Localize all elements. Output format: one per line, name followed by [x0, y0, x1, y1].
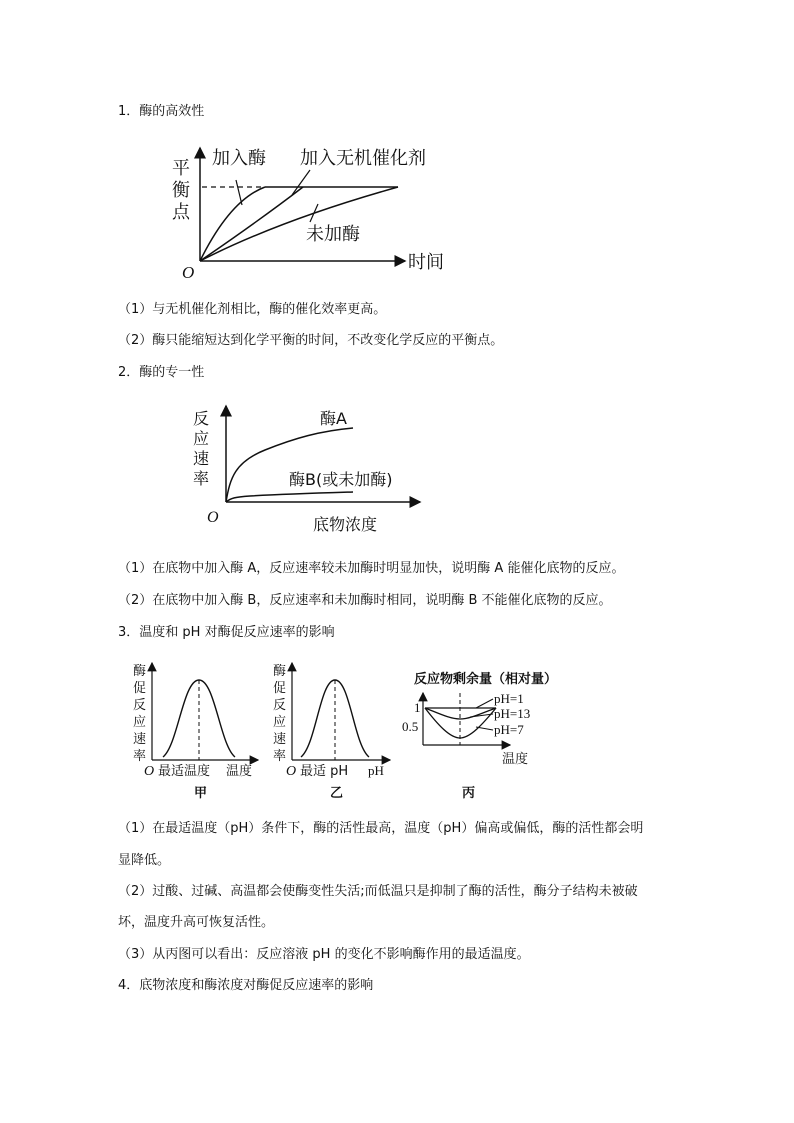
section-3-p1-line2: 显降低。: [118, 853, 171, 868]
curve-a-label: 酶A: [320, 409, 347, 428]
caption-jia: 甲: [194, 786, 208, 801]
section-3-heading: 3．温度和 pH 对酶促反应速率的影响: [118, 625, 335, 640]
section-1-p2: （2）酶只能缩短达到化学平衡的时间，不改变化学反应的平衡点。: [118, 333, 504, 348]
section-3-p3: （3）从丙图可以看出：反应溶液 pH 的变化不影响酶作用的最适温度。: [118, 947, 530, 962]
y-label-3: 反: [273, 698, 287, 713]
section-2-p1: （1）在底物中加入酶 A，反应速率较未加酶时明显加快，说明酶 A 能催化底物的反应。: [118, 561, 625, 576]
curve-inorganic-label: 加入无机催化剂: [300, 148, 426, 169]
y-label-2: 促: [273, 681, 287, 696]
curve-ph7-label: pH=7: [494, 722, 524, 737]
figure-bing-remaining: [398, 665, 598, 809]
curve-none-label: 未加酶: [306, 224, 360, 245]
section-3-p1-line1: （1）在最适温度（pH）条件下，酶的活性最高，温度（pH）偏高或偏低，酶的活性都会明: [118, 821, 644, 836]
y-label-6: 率: [133, 749, 147, 764]
figure-efficiency: [160, 140, 460, 284]
tick-1: 1: [414, 700, 421, 715]
x-label: pH: [368, 763, 384, 778]
x-label: 时间: [408, 252, 444, 273]
y-label-1: 酶: [273, 664, 287, 679]
origin-label: O: [286, 764, 297, 779]
section-3-p2-line1: （2）过酸、过碱、高温都会使酶变性失活;而低温只是抑制了酶的活性，酶分子结构未被破: [118, 884, 638, 899]
curve-inorganic: [200, 187, 303, 261]
section-2-p2: （2）在底物中加入酶 B，反应速率和未加酶时相同，说明酶 B 不能催化底物的反应。: [118, 593, 612, 608]
curve-enzyme-b: [226, 492, 353, 502]
caption-bing: 丙: [462, 786, 476, 801]
x-label: 底物浓度: [313, 515, 378, 534]
curve-b-label: 酶B(或未加酶): [289, 470, 393, 489]
y-label-3: 速: [193, 449, 210, 468]
section-1-heading: 1．酶的高效性: [118, 104, 205, 119]
y-label-1: 酶: [133, 664, 147, 679]
curve-enzyme-label: 加入酶: [212, 148, 266, 169]
curve-none: [200, 187, 398, 261]
y-label-5: 速: [273, 732, 287, 747]
origin-label: O: [207, 509, 219, 526]
curve-ph13-label: pH=13: [494, 706, 531, 721]
figure-specificity: [185, 398, 435, 542]
y-label-4: 率: [193, 469, 210, 488]
curve-ph1-label: pH=1: [494, 691, 524, 706]
y-label-3: 点: [172, 202, 190, 223]
y-label-3: 反: [133, 698, 147, 713]
x-label: 温度: [502, 752, 529, 767]
y-label-2: 衡: [172, 180, 190, 201]
section-1-p1: （1）与无机催化剂相比，酶的催化效率更高。: [118, 302, 387, 317]
y-label-1: 反: [193, 409, 210, 428]
tick-0-5: 0.5: [402, 719, 419, 734]
y-label-2: 应: [193, 429, 210, 448]
figure-jia-temperature: [128, 655, 268, 809]
x-label: 温度: [226, 764, 253, 779]
x-mark-label: 最适温度: [158, 764, 211, 779]
x-mark-label: 最适 pH: [300, 764, 349, 779]
y-label-2: 促: [133, 681, 147, 696]
y-label-5: 速: [133, 732, 147, 747]
y-label-4: 应: [133, 715, 147, 730]
section-3-p2-line2: 坏，温度升高可恢复活性。: [118, 915, 275, 930]
figure-yi-ph: [268, 655, 398, 809]
origin-label: O: [144, 764, 155, 779]
curve-enzyme-a: [226, 428, 353, 502]
section-4-heading: 4．底物浓度和酶浓度对酶促反应速率的影响: [118, 978, 374, 993]
chart-title: 反应物剩余量（相对量）: [414, 672, 558, 687]
caption-yi: 乙: [330, 786, 344, 801]
y-label-1: 平: [172, 158, 190, 179]
section-2-heading: 2．酶的专一性: [118, 365, 205, 380]
y-label-4: 应: [273, 715, 287, 730]
origin-label: O: [182, 263, 195, 280]
curve-enzyme: [200, 187, 265, 261]
y-label-6: 率: [273, 749, 287, 764]
